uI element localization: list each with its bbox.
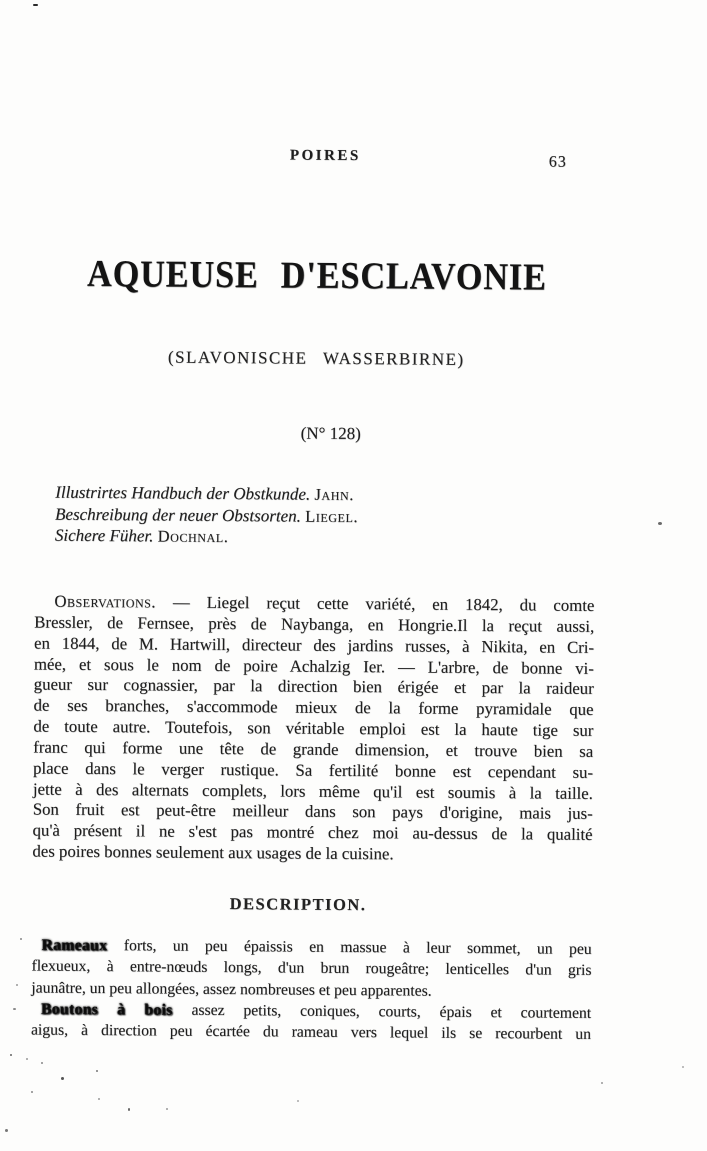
boutons-lines: [31, 1020, 591, 1046]
boutons-paragraph: [31, 999, 591, 1046]
rameaux-lead-word: Rameaux: [41, 936, 108, 955]
text-line: Son fruit est peut-être meilleur dans son pays d'origine, mais jus-: [32, 799, 593, 824]
text-line: jaunâtre, un peu allongées, assez nombreuses et peu apparentes.: [31, 979, 432, 1000]
ink-speck: [20, 938, 22, 940]
ink-speck: [31, 1091, 33, 1093]
observations-paragraph: [32, 592, 594, 867]
ink-speck: [658, 522, 662, 525]
text-line: mée, et sous le nom de poire Achalzig Ier. — L'arbre, de bonne vi-: [33, 654, 594, 678]
text-line: gueur sur cognassier, par la direction bien érigée et par la raideur: [33, 674, 594, 699]
work-title: Sichere Füher.: [54, 525, 154, 546]
variety-number: (N° 128): [300, 423, 361, 444]
ink-speck: [61, 1077, 64, 1080]
text-line: flexueux, à entre-nœuds longs, d'un brun rougeâtre; lenticelles d'un gris: [31, 957, 592, 980]
text-line: qu'à présent il ne s'est pas montré chez moi au-dessus de la qualité: [32, 820, 593, 845]
ink-speck: [13, 1008, 16, 1010]
text-line: en 1844, de M. Hartwill, directeur des jardins russes, à Nikita, en Cri-: [33, 633, 595, 657]
author-name: Jahn.: [314, 484, 355, 505]
text-line: de ses branches, s'accommode mieux de la forme pyramidale que: [33, 695, 594, 720]
variety-title: AQUEUSE D'ESCLAVONIE: [86, 252, 547, 299]
page-number: 63: [548, 153, 567, 171]
section-title: POIRES: [289, 147, 361, 165]
text-line: place dans le verger rustique. Sa fertilité bonne est cependant su-: [32, 758, 594, 782]
variety-subtitle-german: (SLAVONISCHE WASSERBIRNE): [167, 347, 465, 369]
ink-speck: [601, 1082, 603, 1084]
ink-speck: [33, 4, 38, 6]
rameaux-lines: [31, 956, 591, 1003]
ink-speck: [682, 1066, 684, 1068]
text-line: des poires bonnes seulement aux usages de la cuisine.: [32, 841, 394, 864]
ink-speck: [41, 1062, 43, 1064]
rameaux-paragraph: [31, 935, 591, 1003]
bibliography: [55, 482, 575, 551]
ink-speck: [16, 984, 18, 986]
boutons-first-text: assez petits, coniques, courts, épais et courtement: [191, 1001, 592, 1022]
ink-speck: [10, 1054, 12, 1056]
text-line: Bressler, de Fernsee, près de Naybanga, en Hongrie.Il la reçut aussi,: [34, 612, 595, 636]
ink-speck: [98, 1098, 100, 1100]
observations-label: Observations.: [54, 591, 157, 612]
work-title: Illustrirtes Handbuch der Obstkunde.: [55, 482, 311, 504]
boutons-lead-word: Boutons à bois: [41, 1000, 173, 1019]
page-content: [30, 0, 599, 1151]
running-header: [38, 146, 598, 172]
description-heading: DESCRIPTION.: [229, 894, 367, 915]
author-name: Liegel.: [305, 506, 359, 526]
observations-first-text: — Liegel reçut cette variété, en 1842, du comte: [172, 592, 595, 615]
ink-speck: [26, 1058, 28, 1060]
work-title: Beschreibung der neuer Obstsorten.: [54, 504, 301, 526]
ink-speck: [96, 1070, 98, 1072]
text-line: franc qui forme une tête de grande dimension, et trouve bien sa: [33, 737, 594, 761]
rameaux-first-text: forts, un peu épaissis en massue à leur sommet, un peu: [123, 937, 592, 958]
ink-speck: [128, 1108, 130, 1111]
text-line: aigus, à direction peu écartée du rameau vers lequel ils se recourbent un: [30, 1021, 592, 1044]
ink-speck: [166, 1108, 168, 1110]
text-line: de toute autre. Toutefois, son véritable emploi est la haute tige sur: [33, 716, 594, 740]
text-line: jette à des alternats complets, lors même qu'il est soumis à la taille.: [32, 779, 593, 803]
observations-lines: [32, 612, 594, 867]
bibliography-entry: [55, 525, 575, 551]
ink-speck: [297, 1100, 299, 1102]
ink-speck: [5, 1129, 8, 1132]
author-name: Dochnal.: [157, 526, 229, 547]
